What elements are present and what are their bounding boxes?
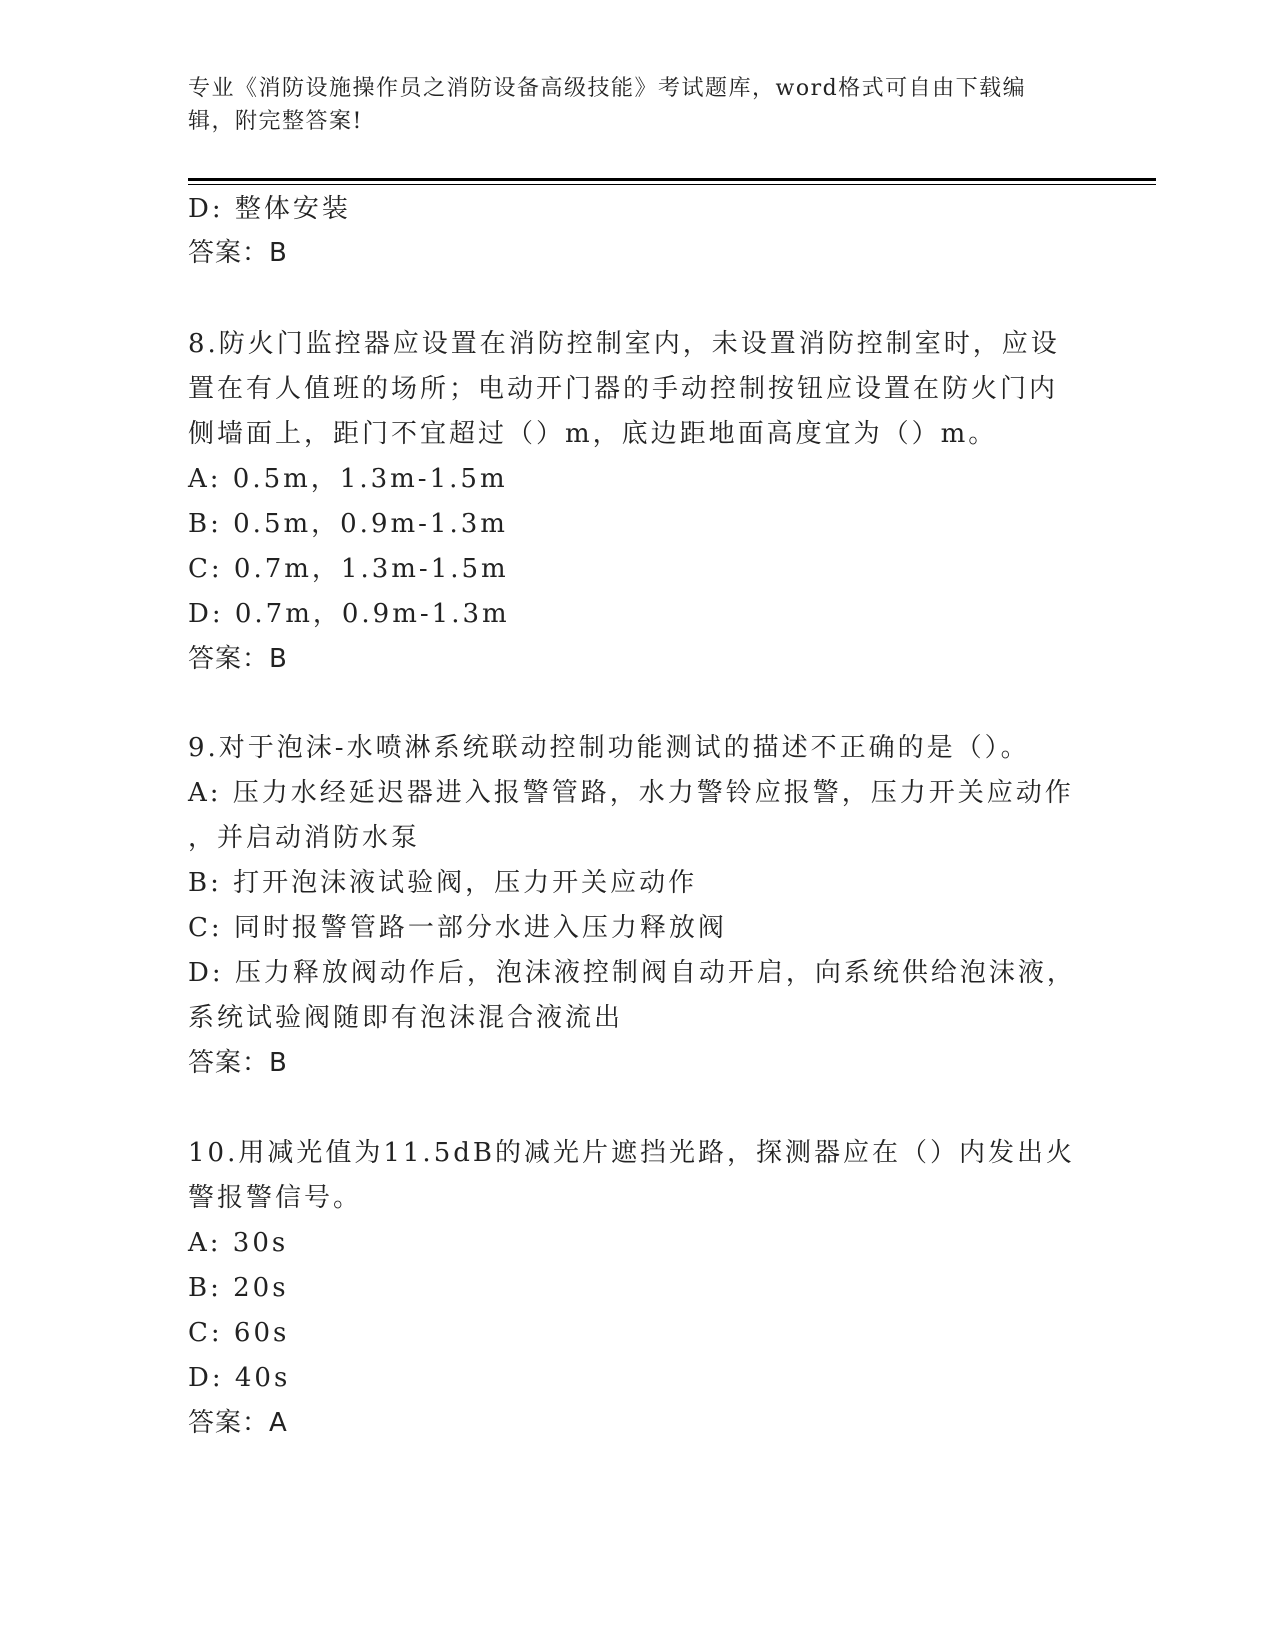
header-line-1: 专业《消防设施操作员之消防设备高级技能》考试题库，word格式可自由下载编 xyxy=(188,76,1027,101)
q10-answer: 答案：A xyxy=(188,1408,288,1438)
q9-option-a-line-1: A: 压力水经延迟器进入报警管路，水力警铃应报警，压力开关应动作 xyxy=(188,778,1074,808)
q8-option-a: A: 0.5m，1.3m-1.5m xyxy=(188,464,508,494)
q8-stem-line-3: 侧墙面上，距门不宜超过（）m，底边距地面高度宜为（）m。 xyxy=(188,419,998,449)
q10-option-d: D: 40s xyxy=(188,1363,291,1393)
prev-answer: 答案：B xyxy=(188,238,288,268)
q10-option-b: B: 20s xyxy=(188,1273,289,1303)
q8-answer: 答案：B xyxy=(188,644,288,674)
q10-option-a: A: 30s xyxy=(188,1228,289,1258)
q8-stem-line-2: 置在有人值班的场所；电动开门器的手动控制按钮应设置在防火门内 xyxy=(188,374,1059,404)
q9-stem-line-1: 9.对于泡沫-水喷淋系统联动控制功能测试的描述不正确的是（）。 xyxy=(188,733,1030,763)
q10-stem-line-2: 警报警信号。 xyxy=(188,1183,363,1213)
header-divider-thin xyxy=(188,184,1156,185)
q9-option-d-line-2: 系统试验阀随即有泡沫混合液流出 xyxy=(188,1003,624,1033)
q8-option-b: B: 0.5m，0.9m-1.3m xyxy=(188,509,508,539)
document-header xyxy=(188,72,1068,138)
q9-option-a-line-2: ，并启动消防水泵 xyxy=(188,823,421,853)
q8-option-c: C: 0.7m，1.3m-1.5m xyxy=(188,554,509,584)
q8-option-d: D: 0.7m，0.9m-1.3m xyxy=(188,599,510,629)
header-line-2: 辑，附完整答案! xyxy=(188,109,363,134)
q10-option-c: C: 60s xyxy=(188,1318,290,1348)
prev-option-d: D: 整体安装 xyxy=(188,194,351,224)
q8-stem-line-1: 8.防火门监控器应设置在消防控制室内，未设置消防控制室时，应设 xyxy=(188,329,1060,359)
q10-stem-line-1: 10.用减光值为11.5dB的减光片遮挡光路，探测器应在（）内发出火 xyxy=(188,1138,1075,1168)
q9-option-c: C: 同时报警管路一部分水进入压力释放阀 xyxy=(188,913,727,943)
header-divider-thick xyxy=(188,178,1156,181)
q9-option-d-line-1: D: 压力释放阀动作后，泡沫液控制阀自动开启，向系统供给泡沫液， xyxy=(188,958,1076,988)
q9-answer: 答案：B xyxy=(188,1048,288,1078)
q9-option-b: B: 打开泡沫液试验阀，压力开关应动作 xyxy=(188,868,698,898)
